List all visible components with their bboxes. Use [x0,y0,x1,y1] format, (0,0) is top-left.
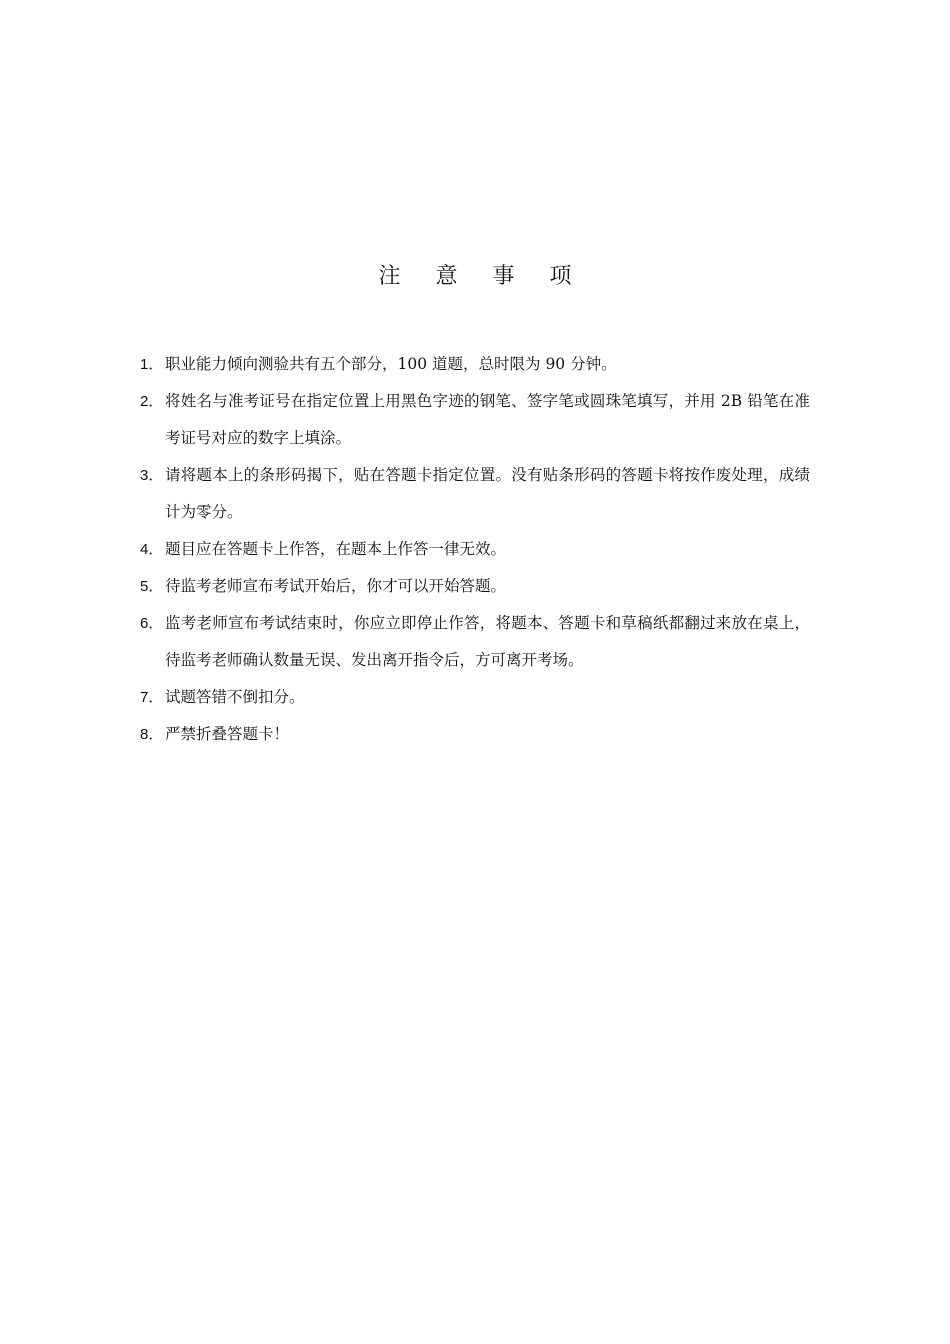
list-item-text: 严禁折叠答题卡！ [165,725,290,743]
list-item-number: 2． [140,393,164,410]
list-item [140,679,810,716]
list-item [140,568,810,605]
list-item [140,346,810,383]
page-title: 注 意 事 项 [378,264,586,289]
list-item-text: 监考老师宣布考试结束时，你应立即停止作答，将题本、答题卡和草稿纸都翻过来放在桌上，待监考老师确认数量无误、发出离开指令后，方可离开考场。 [165,614,810,669]
list-item-text: 试题答错不倒扣分。 [165,688,305,706]
list-item-text: 待监考老师宣布考试开始后，你才可以开始答题。 [165,577,507,595]
list-item-text: 题目应在答题卡上作答，在题本上作答一律无效。 [165,540,507,558]
list-item [140,383,810,457]
list-item-number: 7． [140,689,164,706]
list-item-text: 请将题本上的条形码揭下，贴在答题卡指定位置。没有贴条形码的答题卡将按作废处理，成绩计为零分。 [165,466,810,521]
list-item-number: 3． [140,467,164,484]
list-item-text: 将姓名与准考证号在指定位置上用黑色字迹的钢笔、签字笔或圆珠笔填写，并用 2B 铅笔在准考证号对应的数字上填涂。 [165,392,810,447]
list-item-number: 6． [140,615,164,632]
list-item [140,716,810,753]
list-item-number: 5． [140,578,164,595]
list-item [140,531,810,568]
list-item-number: 8． [140,726,164,743]
list-item-number: 4． [140,541,164,558]
list-item [140,605,810,679]
list-item-number: 1． [140,356,164,373]
list-item [140,457,810,531]
notes-list [140,346,810,753]
list-item-text: 职业能力倾向测验共有五个部分，100 道题，总时限为 90 分钟。 [165,355,617,373]
